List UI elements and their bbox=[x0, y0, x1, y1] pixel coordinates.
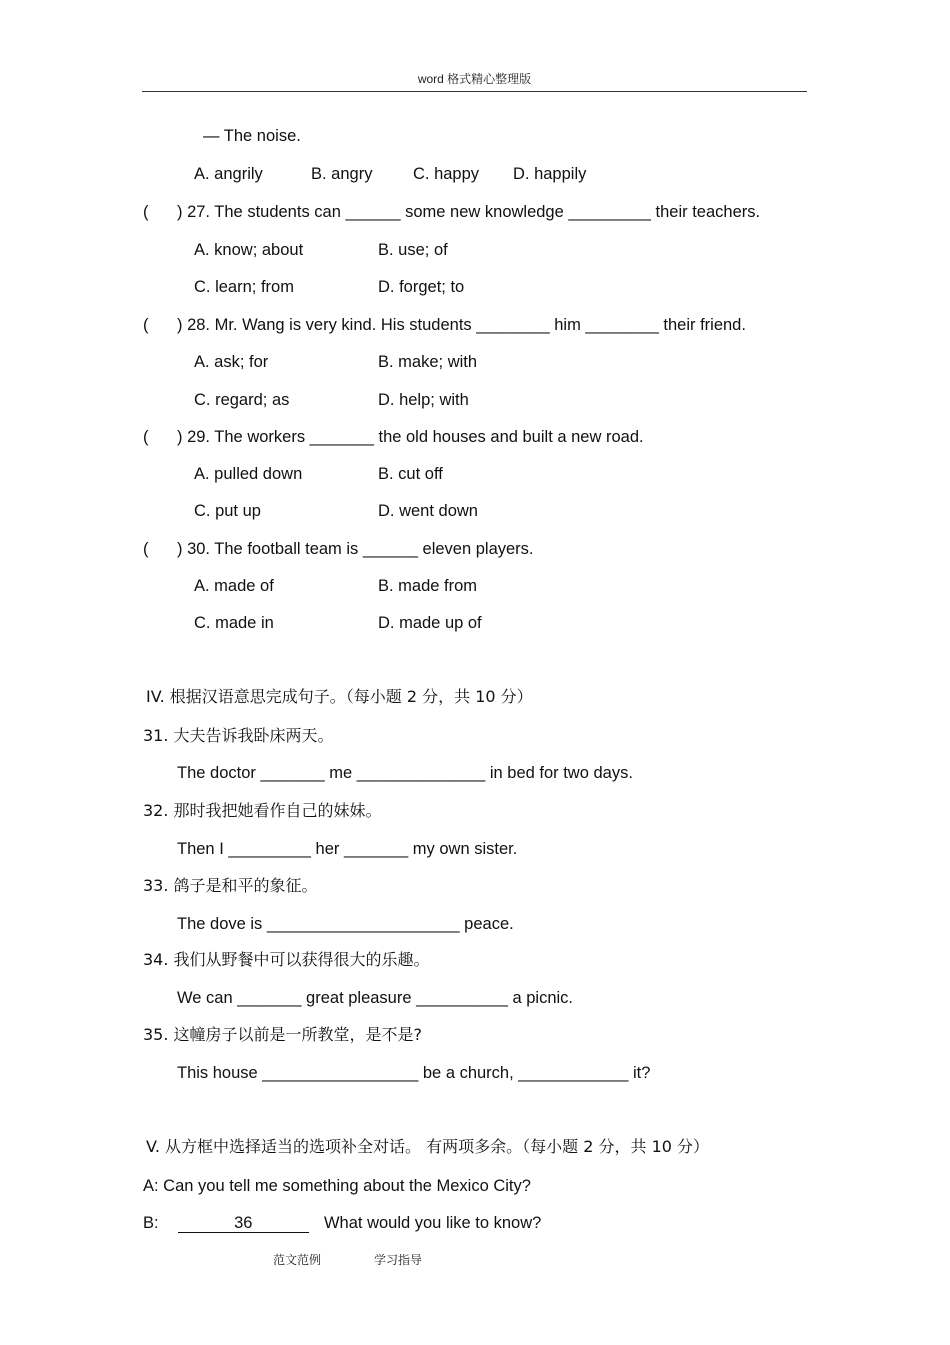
item-33-cn: 33. 鸽子是和平的象征。 bbox=[143, 876, 318, 895]
item-32-en: Then I _________ her _______ my own sister. bbox=[177, 840, 518, 858]
option-b: B. use; of bbox=[378, 241, 448, 259]
section-heading: V. 从方框中选择适当的选项补全对话。 有两项多余。（每小题 2 分，共 10 分） bbox=[146, 1137, 710, 1156]
option-b: B. make; with bbox=[378, 353, 478, 371]
footer-left: 范文范例 bbox=[273, 1253, 322, 1267]
question-text: ) 27. The students can ______ some new knowledge _________ their teachers. bbox=[177, 203, 761, 221]
option-c: C. learn; from bbox=[194, 278, 294, 296]
dialog-line-b bbox=[143, 1213, 541, 1233]
option-c: C. happy bbox=[413, 165, 480, 183]
question-text: ) 29. The workers _______ the old houses and built a new road. bbox=[177, 428, 644, 446]
blank-36: 36 bbox=[178, 1215, 309, 1233]
option-a: A. angrily bbox=[194, 165, 263, 183]
option-d: D. happily bbox=[513, 165, 587, 183]
option-d: D. went down bbox=[378, 502, 478, 520]
option-d: D. made up of bbox=[378, 614, 482, 632]
answer-paren: ( bbox=[143, 203, 149, 221]
header-rule bbox=[142, 91, 807, 92]
option-a: A. pulled down bbox=[194, 465, 303, 483]
option-b: B. cut off bbox=[378, 465, 443, 483]
option-b: B. angry bbox=[311, 165, 373, 183]
item-34-cn: 34. 我们从野餐中可以获得很大的乐趣。 bbox=[143, 950, 430, 969]
item-33-en: The dove is _____________________ peace. bbox=[177, 915, 514, 933]
option-d: D. forget; to bbox=[378, 278, 465, 296]
answer-paren: ( bbox=[143, 540, 149, 558]
option-a: A. made of bbox=[194, 577, 274, 595]
option-c: C. regard; as bbox=[194, 391, 290, 409]
answer-line: — The noise. bbox=[203, 127, 301, 145]
speaker-b: B: bbox=[143, 1214, 159, 1232]
item-32-cn: 32. 那时我把她看作自己的妹妹。 bbox=[143, 801, 382, 820]
item-34-en: We can _______ great pleasure __________ a picnic. bbox=[177, 989, 573, 1007]
header-title: word 格式精心整理版 bbox=[417, 72, 532, 86]
option-c: C. put up bbox=[194, 502, 261, 520]
option-a: A. ask; for bbox=[194, 353, 269, 371]
item-31-en: The doctor _______ me ______________ in bed for two days. bbox=[177, 764, 633, 782]
item-35-cn: 35. 这幢房子以前是一所教堂，是不是? bbox=[143, 1025, 423, 1044]
option-d: D. help; with bbox=[378, 391, 469, 409]
dialog-line-b-text: What would you like to know? bbox=[323, 1214, 542, 1232]
option-c: C. made in bbox=[194, 614, 274, 632]
answer-paren: ( bbox=[143, 316, 149, 334]
option-b: B. made from bbox=[378, 577, 478, 595]
section-heading: ⅠV. 根据汉语意思完成句子。（每小题 2 分，共 10 分） bbox=[146, 687, 533, 706]
answer-paren: ( bbox=[143, 428, 149, 446]
item-35-en: This house _________________ be a church, ____________ it? bbox=[177, 1064, 651, 1082]
option-a: A. know; about bbox=[194, 241, 304, 259]
question-text: ) 30. The football team is ______ eleven players. bbox=[177, 540, 534, 558]
item-31-cn: 31. 大夫告诉我卧床两天。 bbox=[143, 726, 334, 745]
question-text: ) 28. Mr. Wang is very kind. His students ________ him ________ their friend. bbox=[177, 316, 746, 334]
footer-right: 学习指导 bbox=[374, 1253, 423, 1267]
dialog-line-a: A: Can you tell me something about the Mexico City? bbox=[143, 1177, 531, 1195]
